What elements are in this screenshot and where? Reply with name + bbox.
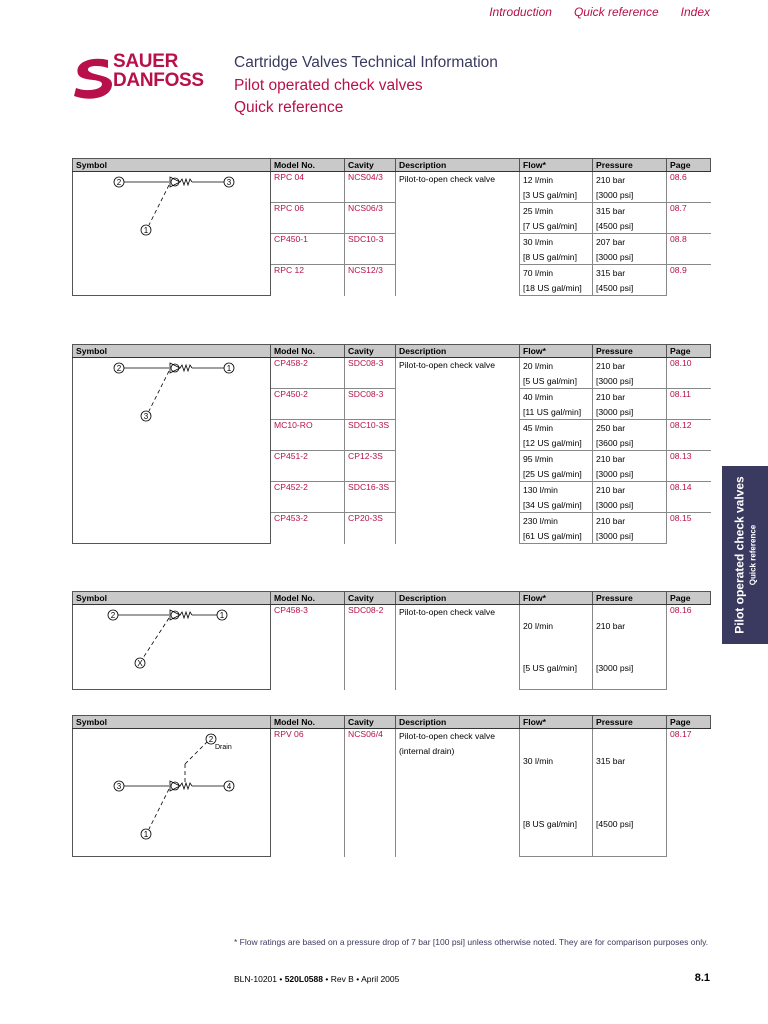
nav-introduction-link[interactable]: Introduction xyxy=(489,5,552,19)
pressure-value-psi: [4500 psi] xyxy=(593,218,667,234)
port-left-label: 2 xyxy=(110,611,116,620)
pressure-value: 250 bar xyxy=(593,420,667,436)
cavity-link[interactable]: SDC08-3 xyxy=(345,389,396,420)
model-link[interactable]: RPV 06 xyxy=(271,729,345,857)
table-row xyxy=(73,729,711,793)
model-link[interactable]: CP451-2 xyxy=(271,451,345,482)
symbol-cell xyxy=(73,358,271,544)
header-model: Model No. xyxy=(271,716,345,729)
header-flow: Flow* xyxy=(520,716,593,729)
symbol-cell xyxy=(73,729,271,857)
brand-line-2: DANFOSS xyxy=(113,70,204,91)
check-seat-icon xyxy=(170,610,180,620)
page-link[interactable]: 08.12 xyxy=(667,420,711,451)
spring-icon xyxy=(180,783,192,789)
top-nav xyxy=(489,5,710,19)
pressure-value-psi: [3000 psi] xyxy=(593,249,667,265)
header-cavity: Cavity xyxy=(345,159,396,172)
flow-value-us: [12 US gal/min] xyxy=(520,435,593,451)
port-pilot-label: 1 xyxy=(143,830,149,839)
header-cavity: Cavity xyxy=(345,716,396,729)
table-header-row xyxy=(73,159,711,172)
model-link[interactable]: CP450-1 xyxy=(271,234,345,265)
header-page: Page xyxy=(667,592,711,605)
flow-value: 30 l/min xyxy=(520,729,593,793)
flow-value-us: [8 US gal/min] xyxy=(520,793,593,857)
header-model: Model No. xyxy=(271,159,345,172)
valve-symbol-diagram xyxy=(73,358,271,438)
pressure-value: 210 bar xyxy=(593,389,667,405)
check-seat-icon xyxy=(170,177,180,187)
pressure-value-psi: [4500 psi] xyxy=(593,280,667,296)
pressure-value-psi: [3000 psi] xyxy=(593,373,667,389)
port-right-label: 1 xyxy=(226,364,232,373)
pressure-value-psi: [4500 psi] xyxy=(593,793,667,857)
flow-value-us: [8 US gal/min] xyxy=(520,249,593,265)
description-cell xyxy=(396,172,520,296)
header-symbol: Symbol xyxy=(73,159,271,172)
pilot-line xyxy=(149,185,169,225)
flow-value: 45 l/min xyxy=(520,420,593,436)
port-left-label: 2 xyxy=(116,364,122,373)
table-row xyxy=(73,358,711,374)
page-link[interactable]: 08.10 xyxy=(667,358,711,389)
header-description: Description xyxy=(396,159,520,172)
table-header-row xyxy=(73,345,711,358)
port-drain-label: 2 xyxy=(208,735,214,744)
header-page: Page xyxy=(667,345,711,358)
pressure-value-psi: [3000 psi] xyxy=(593,404,667,420)
nav-index-link[interactable]: Index xyxy=(680,5,710,19)
flow-value-us: [5 US gal/min] xyxy=(520,647,593,690)
cavity-link[interactable]: CP12-3S xyxy=(345,451,396,482)
header-cavity: Cavity xyxy=(345,345,396,358)
cavity-link[interactable]: CP20-3S xyxy=(345,513,396,544)
drain-label: Drain xyxy=(215,744,232,751)
page-link[interactable]: 08.14 xyxy=(667,482,711,513)
model-link[interactable]: RPC 06 xyxy=(271,203,345,234)
header-symbol: Symbol xyxy=(73,345,271,358)
pressure-value: 315 bar xyxy=(593,203,667,219)
description-cell xyxy=(396,605,520,690)
header-cavity: Cavity xyxy=(345,592,396,605)
footer-doc-code: 520L0588 xyxy=(284,974,323,984)
doc-subtitle: Pilot operated check valves xyxy=(234,76,423,94)
flow-value-us: [7 US gal/min] xyxy=(520,218,593,234)
description-text: Pilot-to-open check valve xyxy=(399,174,496,184)
header-description: Description xyxy=(396,592,520,605)
header-model: Model No. xyxy=(271,345,345,358)
cavity-link[interactable]: NCS12/3 xyxy=(345,265,396,296)
spring-icon xyxy=(180,612,192,618)
header-pressure: Pressure xyxy=(593,159,667,172)
port-right-label: 3 xyxy=(226,178,232,187)
table-row xyxy=(73,605,711,648)
port-left-label: 2 xyxy=(116,178,122,187)
header-flow: Flow* xyxy=(520,159,593,172)
flow-value-us: [61 US gal/min] xyxy=(520,528,593,544)
pressure-value-psi: [3000 psi] xyxy=(593,466,667,482)
model-link[interactable]: CP458-2 xyxy=(271,358,345,389)
reference-table-3 xyxy=(72,591,711,690)
reference-table-1 xyxy=(72,158,711,296)
description-cell xyxy=(396,358,520,544)
page-link[interactable]: 08.11 xyxy=(667,389,711,420)
flow-value: 20 l/min xyxy=(520,358,593,374)
port-right-label: 1 xyxy=(219,611,225,620)
port-pilot-label: 3 xyxy=(143,412,149,421)
pressure-value: 210 bar xyxy=(593,451,667,467)
check-seat-icon xyxy=(170,781,180,791)
flow-value: 20 l/min xyxy=(520,605,593,648)
cavity-link[interactable]: SDC10-3 xyxy=(345,234,396,265)
flow-value-us: [3 US gal/min] xyxy=(520,187,593,203)
footer-doc-info xyxy=(234,974,399,984)
page-link[interactable]: 08.17 xyxy=(667,729,711,857)
port-left-label: 3 xyxy=(116,782,122,791)
model-link[interactable]: CP450-2 xyxy=(271,389,345,420)
reference-table-4 xyxy=(72,715,711,857)
pressure-value: 207 bar xyxy=(593,234,667,250)
description-cell xyxy=(396,729,520,857)
flow-value-us: [25 US gal/min] xyxy=(520,466,593,482)
page-number: 8.1 xyxy=(694,972,710,984)
flow-value: 130 l/min xyxy=(520,482,593,498)
flow-value: 25 l/min xyxy=(520,203,593,219)
table-row xyxy=(73,172,711,188)
flow-value-us: [18 US gal/min] xyxy=(520,280,593,296)
table-header-row xyxy=(73,716,711,729)
table-header-row xyxy=(73,592,711,605)
flow-value: 70 l/min xyxy=(520,265,593,281)
page-link[interactable]: 08.15 xyxy=(667,513,711,544)
page-link[interactable]: 08.8 xyxy=(667,234,711,265)
pressure-value: 210 bar xyxy=(593,482,667,498)
flow-value: 95 l/min xyxy=(520,451,593,467)
port-right-label: 4 xyxy=(226,782,232,791)
valve-symbol-diagram xyxy=(73,605,271,687)
pressure-value: 210 bar xyxy=(593,358,667,374)
cavity-link[interactable]: NCS06/3 xyxy=(345,203,396,234)
model-link[interactable]: MC10-RO xyxy=(271,420,345,451)
drain-line xyxy=(185,742,207,764)
valve-symbol-diagram xyxy=(73,172,271,256)
reference-table-2 xyxy=(72,344,711,544)
pressure-value-psi: [3000 psi] xyxy=(593,528,667,544)
page-link[interactable]: 08.9 xyxy=(667,265,711,296)
page-link[interactable]: 08.16 xyxy=(667,605,711,690)
pressure-value-psi: [3600 psi] xyxy=(593,435,667,451)
spring-icon xyxy=(180,365,192,371)
spring-icon xyxy=(180,179,192,185)
section-side-tab[interactable] xyxy=(722,466,768,644)
doc-section: Quick reference xyxy=(234,99,344,116)
pressure-value: 210 bar xyxy=(593,172,667,188)
model-link[interactable]: CP458-3 xyxy=(271,605,345,690)
header-description: Description xyxy=(396,345,520,358)
cavity-link[interactable]: SDC16-3S xyxy=(345,482,396,513)
flow-footnote: * Flow ratings are based on a pressure drop of 7 bar [100 psi] unless otherwise noted. They are for comparison purposes only. xyxy=(234,937,709,947)
page-link[interactable]: 08.7 xyxy=(667,203,711,234)
symbol-cell xyxy=(73,172,271,296)
page-link[interactable]: 08.13 xyxy=(667,451,711,482)
cavity-link[interactable]: SDC08-3 xyxy=(345,358,396,389)
valve-symbol-diagram xyxy=(73,729,271,854)
flow-value-us: [11 US gal/min] xyxy=(520,404,593,420)
header-symbol: Symbol xyxy=(73,716,271,729)
flow-value: 30 l/min xyxy=(520,234,593,250)
pilot-line xyxy=(149,371,169,411)
footer-rev-date: • Rev B • April 2005 xyxy=(323,974,400,984)
pressure-value: 315 bar xyxy=(593,265,667,281)
port-pilot-label: X xyxy=(137,659,143,668)
symbol-cell xyxy=(73,605,271,690)
model-link[interactable]: RPC 04 xyxy=(271,172,345,203)
header-description: Description xyxy=(396,716,520,729)
page-link[interactable]: 08.6 xyxy=(667,172,711,203)
cavity-link[interactable]: SDC10-3S xyxy=(345,420,396,451)
flow-value: 12 l/min xyxy=(520,172,593,188)
cavity-link[interactable]: NCS04/3 xyxy=(345,172,396,203)
flow-value-us: [34 US gal/min] xyxy=(520,497,593,513)
header-model: Model No. xyxy=(271,592,345,605)
pilot-line xyxy=(143,618,169,658)
pilot-line xyxy=(149,789,169,829)
header-symbol: Symbol xyxy=(73,592,271,605)
pressure-value: 210 bar xyxy=(593,605,667,648)
model-link[interactable]: CP452-2 xyxy=(271,482,345,513)
nav-quick-reference-link[interactable]: Quick reference xyxy=(573,5,659,19)
model-link[interactable]: RPC 12 xyxy=(271,265,345,296)
footer-doc-number: BLN-10201 • xyxy=(234,974,285,984)
cavity-link[interactable]: SDC08-2 xyxy=(345,605,396,690)
port-pilot-label: 1 xyxy=(143,226,149,235)
header-page: Page xyxy=(667,159,711,172)
pressure-value-psi: [3000 psi] xyxy=(593,187,667,203)
side-tab-title: Pilot operated check valves xyxy=(732,476,747,634)
check-seat-icon xyxy=(170,363,180,373)
pressure-value-psi: [3000 psi] xyxy=(593,647,667,690)
header-page: Page xyxy=(667,716,711,729)
description-text-2: (internal drain) xyxy=(399,746,455,756)
description-text: Pilot-to-open check valve xyxy=(399,607,496,617)
description-text: Pilot-to-open check valve xyxy=(399,360,496,370)
side-tab-subtitle: Quick reference xyxy=(748,524,758,586)
header-flow: Flow* xyxy=(520,345,593,358)
brand-line-1: SAUER xyxy=(113,51,179,72)
flow-value-us: [5 US gal/min] xyxy=(520,373,593,389)
brand-wordmark xyxy=(113,52,204,90)
header-pressure: Pressure xyxy=(593,592,667,605)
description-text: Pilot-to-open check valve xyxy=(399,731,496,741)
header-pressure: Pressure xyxy=(593,345,667,358)
flow-value: 40 l/min xyxy=(520,389,593,405)
header-flow: Flow* xyxy=(520,592,593,605)
doc-title: Cartridge Valves Technical Information xyxy=(234,54,498,71)
pressure-value: 315 bar xyxy=(593,729,667,793)
pressure-value-psi: [3000 psi] xyxy=(593,497,667,513)
model-link[interactable]: CP453-2 xyxy=(271,513,345,544)
flow-value: 230 l/min xyxy=(520,513,593,529)
header-pressure: Pressure xyxy=(593,716,667,729)
cavity-link[interactable]: NCS06/4 xyxy=(345,729,396,857)
pressure-value: 210 bar xyxy=(593,513,667,529)
header-titles xyxy=(234,52,498,120)
